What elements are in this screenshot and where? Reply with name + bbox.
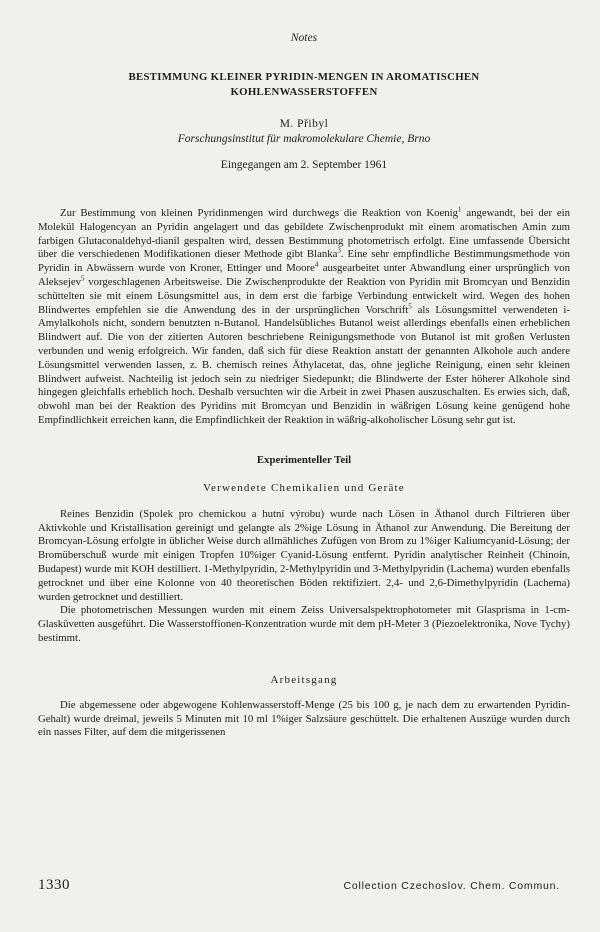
procedure-paragraph: Die abgemessene oder abgewogene Kohlenwasserstoff-Menge (25 bis 100 g, je nach dem zu erwartenden Pyridin-Gehalt) wurde dreimal, jeweils 5 Minuten mit 10 ml 1%iger Salzsäure geschüttelt. Die erhaltenen Auszüge wurden durch ein nasses Filter, auf dem die mitgerissenen <box>38 698 570 739</box>
title-line-1: BESTIMMUNG KLEINER PYRIDIN-MENGEN IN AROMATISCHEN <box>128 71 480 83</box>
ref-superscript: 5 <box>80 274 85 283</box>
ref-superscript: 4 <box>314 260 319 269</box>
subsection-heading-chemicals: Verwendete Chemikalien und Geräte <box>203 481 405 494</box>
section-heading-experimental: Experimenteller Teil <box>256 453 352 466</box>
measurements-paragraph: Die photometrischen Messungen wurden mit einem Zeiss Universalspektrophotometer mit Glasprisma in 1-cm-Glasküvetten ausgeführt. Die Wasserstoffionen-Konzentration wurde mit dem pH-Meter 3 (Piezoelektronika, Nove Tychy) bestimmt. <box>38 604 570 644</box>
title-line-2: KOHLENWASSERSTOFFEN <box>230 86 378 98</box>
running-header: Notes <box>290 32 318 44</box>
chemicals-paragraph: Reines Benzidin (Spolek pro chemickou a hutní výrobu) wurde nach Lösen in Äthanol durch Filtrieren über Aktivkohle und Kristallisation gereinigt und gelangte als 2%ige Lösung in Äthanol zur Anwendung. Die Bereitung der Bromcyan-Lösung erfolgte in üblicher Weise durch allmähliches Zufügen von Brom zu 1%iger Kaliumcyanid-Lösung; der Bromüberschuß wurde mit einigen Tropfen 10%iger Cyanid-Lösung entfernt. Pyridin analytischer Reinheit (Chinoin, Budapest) wurde mit KOH destilliert. 1-Methylpyridin, 2-Methylpyridin und 3-Methylpyridin (Lachema) wurden ebenfalls getrocknet und über eine Kolonne von 40 theoretischen Böden rektifiziert. 2,4- und 2,6-Dimethylpyridin (Lachema) wurden getrocknet und destilliert. <box>38 507 570 603</box>
author: M. Přibyl <box>279 118 329 130</box>
ref-superscript: 1 <box>458 205 462 214</box>
journal-name: Collection Czechoslov. Chem. Commun. <box>343 880 560 892</box>
intro-text-5: vorgeschlagenen Arbeitsweise. Die Zwischenprodukte der Reaktion von Pyridin mit Bromcyan und Benzidin schüttelten sie mit einem Lösungsmittel aus, in dem erst die farbige Verbindung entwickelt wird. Wegen des hohen Blindwertes empfehlen sie die Anwendung des in der ursprünglichen Vorschrift <box>38 275 570 316</box>
intro-text-1: Zur Bestimmung von kleinen Pyridinmengen wird durchwegs die Reaktion von Koenig <box>60 207 459 219</box>
intro-paragraph <box>38 207 570 428</box>
page-number: 1330 <box>38 877 70 893</box>
intro-text-6: als Lösungsmittel verwendeten i-Amylalkohols nicht, sondern benutzten n-Butanol. Handelsübliches Butanol weist allerdings ebenfalls einen erheblichen Blindwert auf. Die von der zitierten Autoren beschriebene Reinigungsmethode von Butanol ist mit großen Verlusten verbunden und wenig erfolgreich. Wir fanden, daß sich für diese Reaktion anstatt der genannten Alkohole auch andere Lösungsmittel verwenden lassen, z. B. chemisch reines Äthylacetat, das, ohne jegliche Reinigung, einen sehr kleinen Blindwert aufweist. Nachteilig ist jedoch sein zu niedriger Siedepunkt; die Blindwerte der Ester höherer Alkohole sind hingegen gleichfalls erheblich hoch. Deshalb versuchten wir die Arbeit in zwei Phasen auszuschalten. Es erwies sich, daß, obwohl man bei der Reaktion des Pyridins mit Bromcyan und Benzidin in wäßrigen Lösung keine genügend hohe Empfindlichkeit erreichen kann, die Empfindlichkeit der Reaktion in wäßrig-alkoholischer Lösung sehr gut ist. <box>38 303 570 426</box>
affiliation: Forschungsinstitut für makromolekulare Chemie, Brno <box>177 133 431 145</box>
intro-text-4: ausgearbeitet unter Abwandlung einer ursprünglich von Aleksejev <box>38 262 571 288</box>
ref-superscript: 3 <box>337 246 341 255</box>
article-title <box>38 70 570 100</box>
received-date: Eingegangen am 2. September 1961 <box>220 159 388 171</box>
subsection-heading-procedure: Arbeitsgang <box>270 673 338 686</box>
ref-superscript: 5 <box>408 302 412 310</box>
intro-text-3: . Eine sehr empfindliche Bestimmungsmethode von Pyridin in Abwässern wurde von Kroner, Ettinger und Moore <box>38 248 570 275</box>
page-footer <box>38 877 560 894</box>
intro-text-2: angewandt, bei der ein Molekül Halogencyan an Pyridin angelagert und das gebildete Zwischenprodukt mit einem aromatischen Amin zum farbigen Glutaconaldehyd-dianil gespalten wird, dessen Bestimmung photometrisch erfolgt. Eine umfassende Übersicht über die verschiedenen Modifikationen dieser Methode gibt Blanka <box>38 207 570 261</box>
